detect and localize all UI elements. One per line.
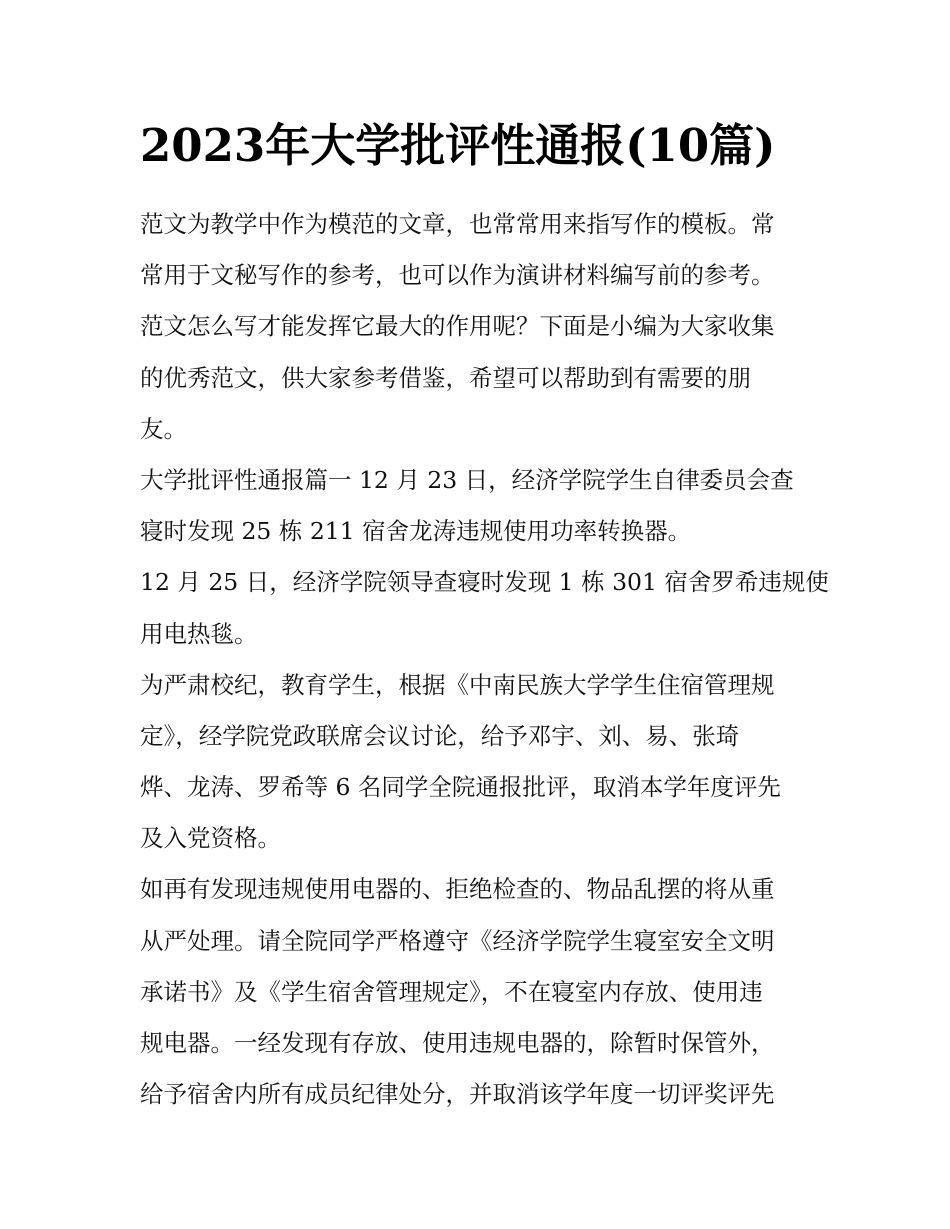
body-line: 的优秀范文，供大家参考借鉴，希望可以帮助到有需要的朋: [140, 363, 751, 392]
body-line: 用电热毯。: [140, 619, 258, 648]
body-line: 为严肃校纪，教育学生，根据《中南民族大学学生住宿管理规: [140, 670, 775, 699]
body-line: 范文怎么写才能发挥它最大的作用呢？下面是小编为大家收集: [140, 312, 775, 341]
body-line: 及入党资格。: [140, 824, 281, 853]
body-line: 承诺书》及《学生宿舍管理规定》，不在寝室内存放、使用违: [140, 977, 763, 1006]
body-line: 大学批评性通报篇一 12 月 23 日，经济学院学生自律委员会查: [140, 465, 794, 494]
body-line: 12 月 25 日，经济学院领导查寝时发现 1 栋 301 宿舍罗希违规使: [140, 568, 829, 597]
document-body: [140, 199, 829, 1120]
body-line: 寝时发现 25 栋 211 宿舍龙涛违规使用功率转换器。: [140, 517, 692, 546]
body-line: 给予宿舍内所有成员纪律处分，并取消该学年度一切评奖评先: [140, 1080, 775, 1109]
body-line: 从严处理。请全院同学严格遵守《经济学院学生寝室安全文明: [140, 926, 775, 955]
body-line: 范文为教学中作为模范的文章，也常常用来指写作的模板。常: [140, 210, 775, 238]
body-line: 常用于文秘写作的参考，也可以作为演讲材料编写前的参考。: [140, 261, 775, 290]
body-line: 友。: [140, 414, 187, 443]
body-line: 烨、龙涛、罗希等 6 名同学全院通报批评，取消本学年度评先: [140, 773, 781, 802]
body-line: 规电器。一经发现有存放、使用违规电器的，除暂时保管外，: [140, 1029, 775, 1057]
body-line: 定》，经学院党政联席会议讨论，给予邓宇、刘、易、张琦: [140, 721, 740, 750]
document-title: 2023年大学批评性通报(10篇): [140, 119, 776, 172]
body-line: 如再有发现违规使用电器的、拒绝检查的、物品乱摆的将从重: [140, 875, 775, 904]
